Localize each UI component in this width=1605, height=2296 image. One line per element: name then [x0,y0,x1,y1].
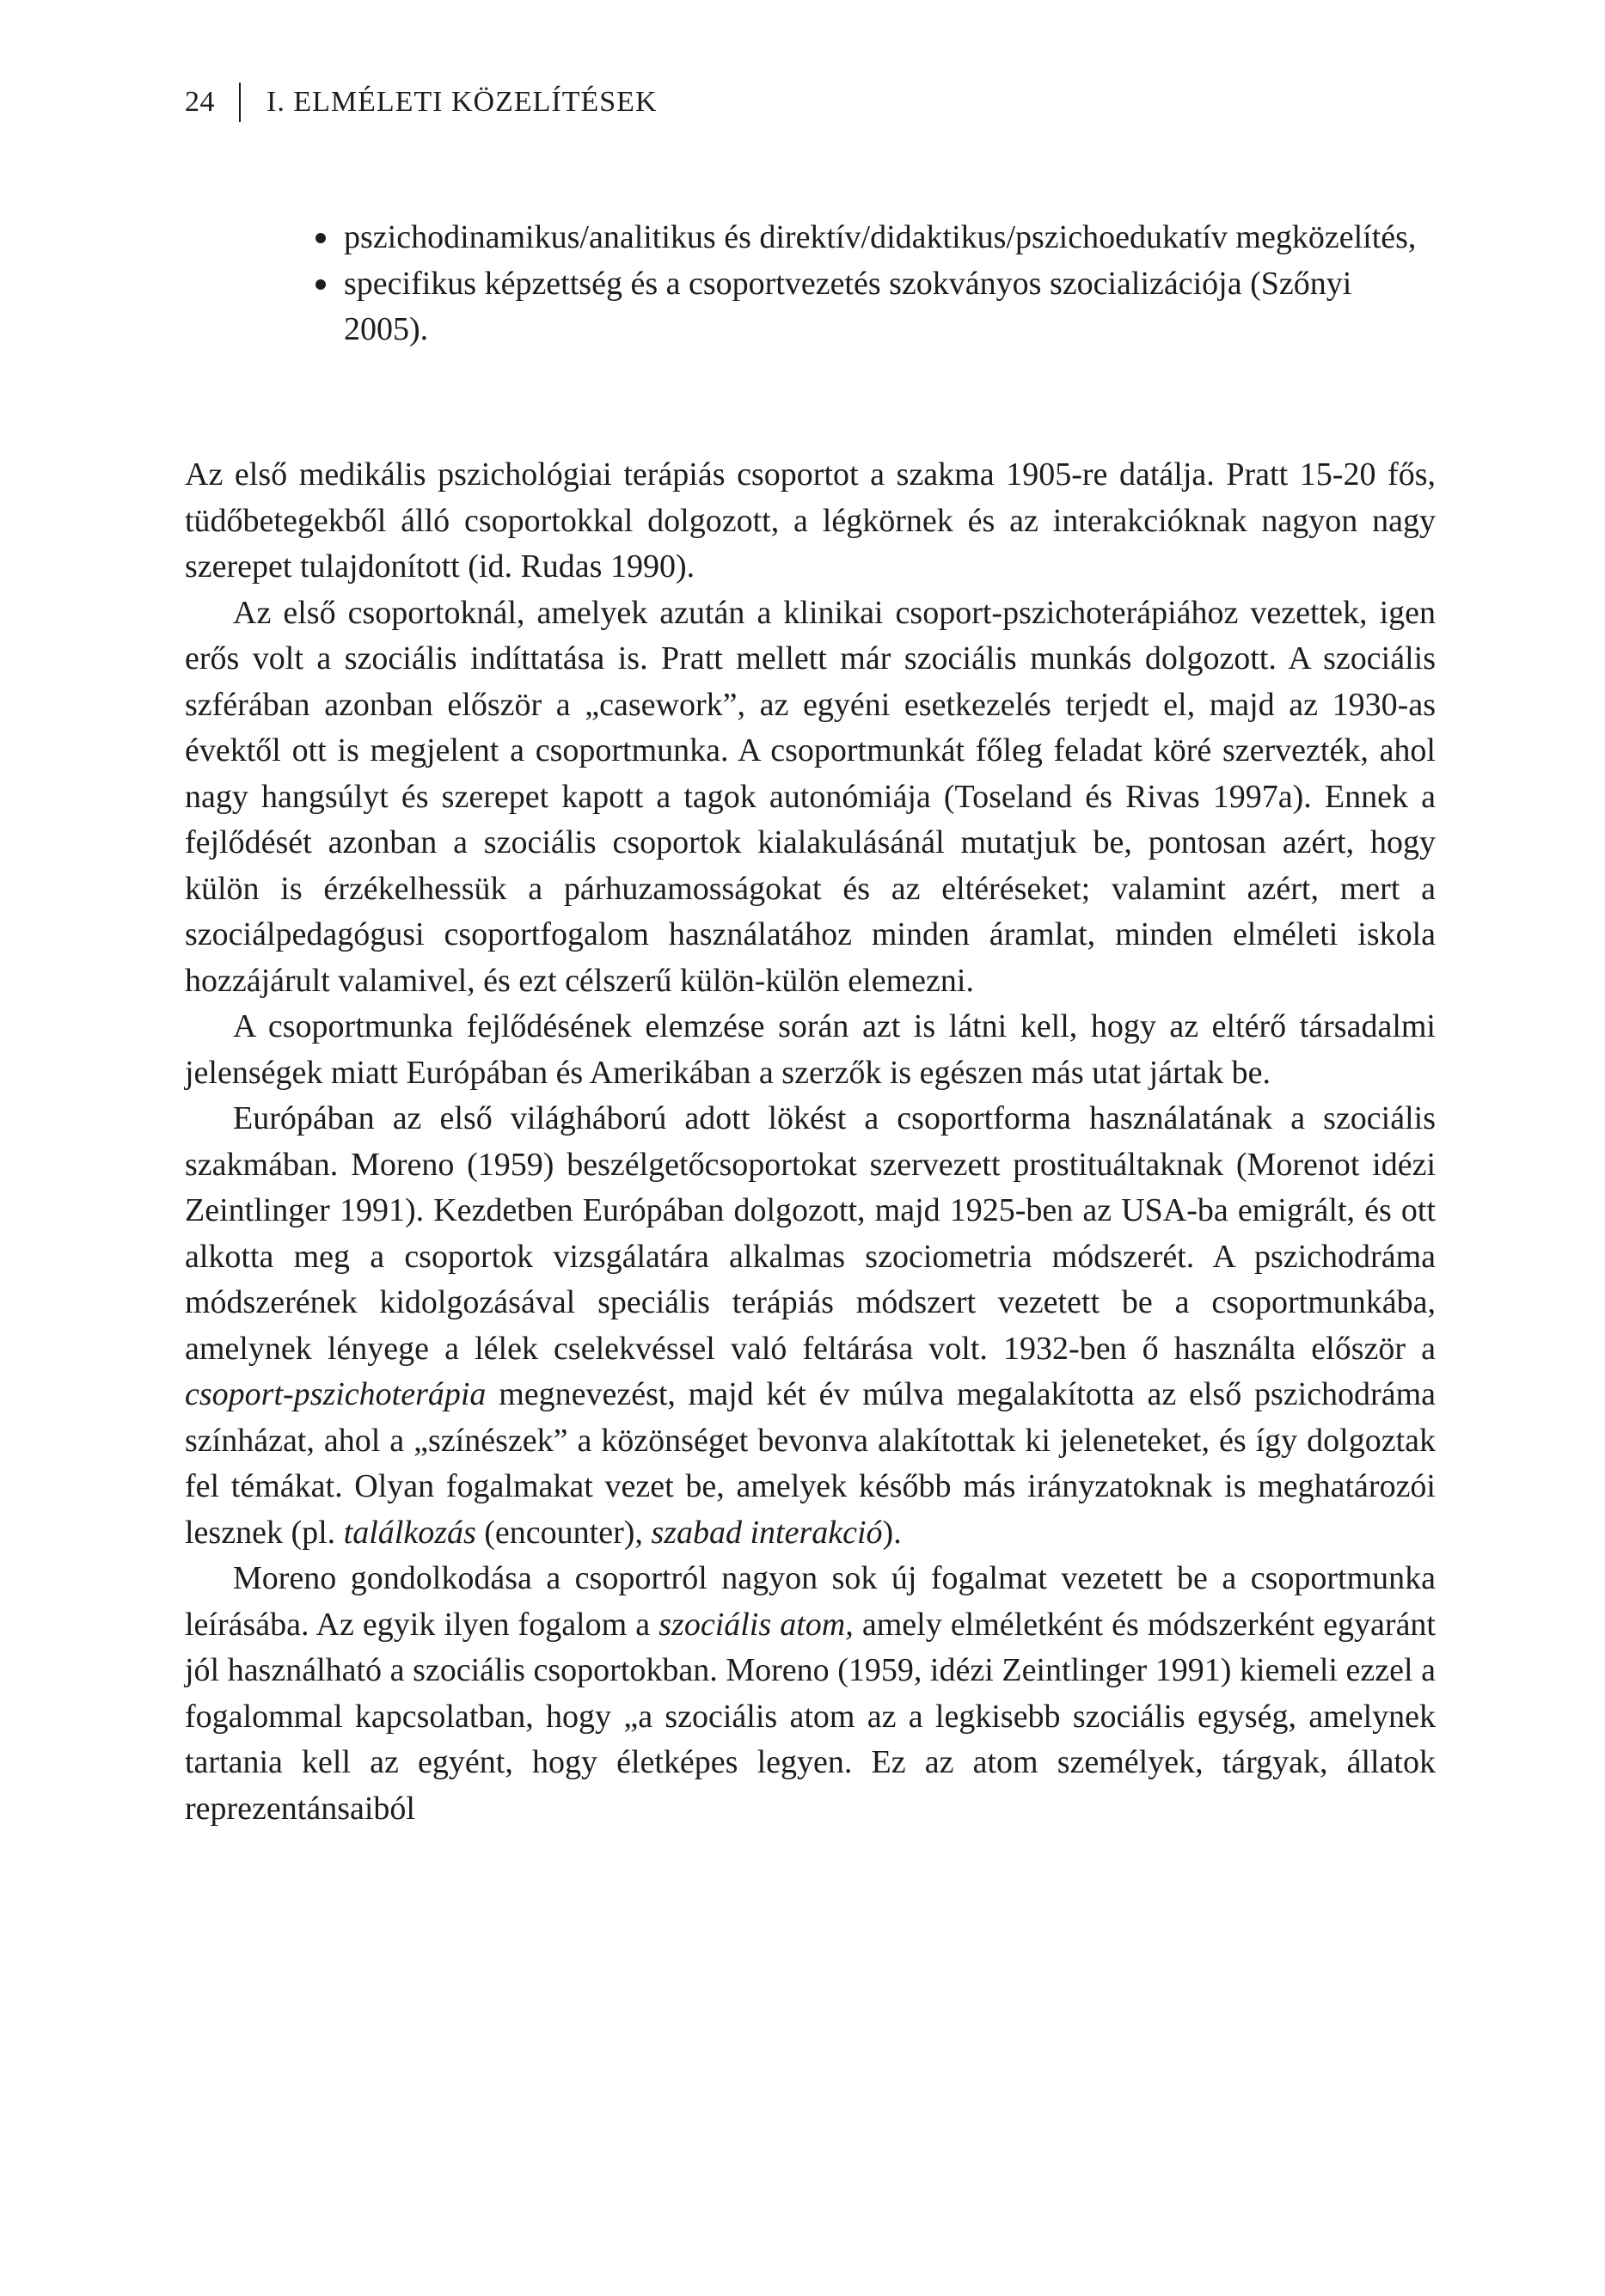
text-run: megnevezést, majd két év múlva megalakította az első pszichodráma színházat, ahol a „színészek” a közönséget bevonva alakítottak ki jeleneteket, és így dolgoztak fel témákat. Olyan fogalmakat vezet be, amelyek később más irányzatoknak is meghatározói lesznek (pl. [185,1376,1436,1551]
text-run: Moreno gondolkodása a csoportról nagyon sok új fogalmat vezetett be a csoportmunka leírásába. Az egyik ilyen fogalom a [185,1560,1436,1643]
header-separator [239,83,241,122]
paragraph [185,1004,1436,1096]
bullet-item [185,261,1436,353]
chapter-title: I. ELMÉLETI KÖZELÍTÉSEK [266,86,658,118]
text-run: (encounter), [475,1514,652,1551]
text-run: specifikus képzettség és a csoportvezetés szokványos szocializációja (Szőnyi 2005). [344,265,1352,347]
text-run: Az első medikális pszichológiai terápiás csoportot a szakma 1905-re datálja. Pratt 15-20 fős, tüdőbetegekből álló csoportokkal dolgozott, a légkörnek és az interakcióknak nagyon nagy szerepet tulajdonított (id. Rudas 1990). [185,456,1436,585]
text-run: Az első csoportoknál, amelyek azután a klinikai csoport-pszichoterápiához vezettek, igen erős volt a szociális indíttatása is. Pratt mellett már szociális munkás dolgozott. A szociális szférában azonban először a „casework”, az egyéni esetkezelés terjedt el, majd az 1930-as évektől ott is megjelent a csoportmunka. A csoportmunkát főleg feladat köré szervezték, ahol nagy hangsúlyt és szerepet kapott a tagok autonómiája (Toseland és Rivas 1997a). Ennek a fejlődését azonban a szociális csoportok kialakulásánál mutatjuk be, pontosan azért, hogy külön is érzékelhessük a párhuzamosságokat és az eltéréseket; valamint azért, mert a szociálpedagógusi csoportfogalom használatához minden áramlat, minden elméleti iskola hozzájárult valamivel, és ezt célszerű külön-külön elemezni. [185,594,1436,999]
page-header [185,83,658,122]
bullet-item [185,215,1436,261]
text-run: ). [882,1514,902,1551]
paragraph [185,1096,1436,1556]
text-run: Európában az első világháború adott lökést a csoportforma használatának a szociális szakmában. Moreno (1959) beszélgetőcsoportokat szervezett prostituáltaknak (Morenot idézi Zeintlinger 1991). Kezdetben Európában dolgozott, majd 1925-ben az USA-ba emigrált, és ott alkotta meg a csoportok vizsgálatára alkalmas szociometria módszerét. A pszichodráma módszerének kidolgozásával speciális terápiás módszert vezetett be a csoportmunkába, amelynek lényege a lélek cselekvéssel való feltárása volt. 1932-ben ő használta először a [185,1100,1436,1367]
italic-text-run: találkozás [343,1514,476,1551]
paragraph [185,1556,1436,1832]
paragraph [185,591,1436,1005]
bullet-icon [315,233,326,243]
italic-text-run: csoport-pszichoterápia [185,1376,487,1412]
text-run: pszichodinamikus/analitikus és direktív/didaktikus/pszichoedukatív megközelítés, [344,219,1417,255]
italic-text-run: szociális atom, [659,1606,854,1643]
page-number: 24 [185,86,215,118]
text-run: amely elméletként és módszerként egyaránt jól használható a szociális csoportokban. Moreno (1959, idézi Zeintlinger 1991) kiemeli ezzel a fogalommal kapcsolatban, hogy „a szociális atom az a legkisebb szociális egység, amelynek tartania kell az egyént, hogy életképes legyen. Ez az atom személyek, tárgyak, állatok reprezentánsaiból [185,1606,1436,1827]
italic-text-run: szabad interakció [651,1514,883,1551]
paragraph [185,452,1436,591]
body-text [185,452,1436,1832]
bullet-list [185,215,1436,353]
text-run: A csoportmunka fejlődésének elemzése során azt is látni kell, hogy az eltérő társadalmi jelenségek miatt Európában és Amerikában a szerzők is egészen más utat jártak be. [185,1008,1436,1091]
bullet-icon [315,279,326,290]
